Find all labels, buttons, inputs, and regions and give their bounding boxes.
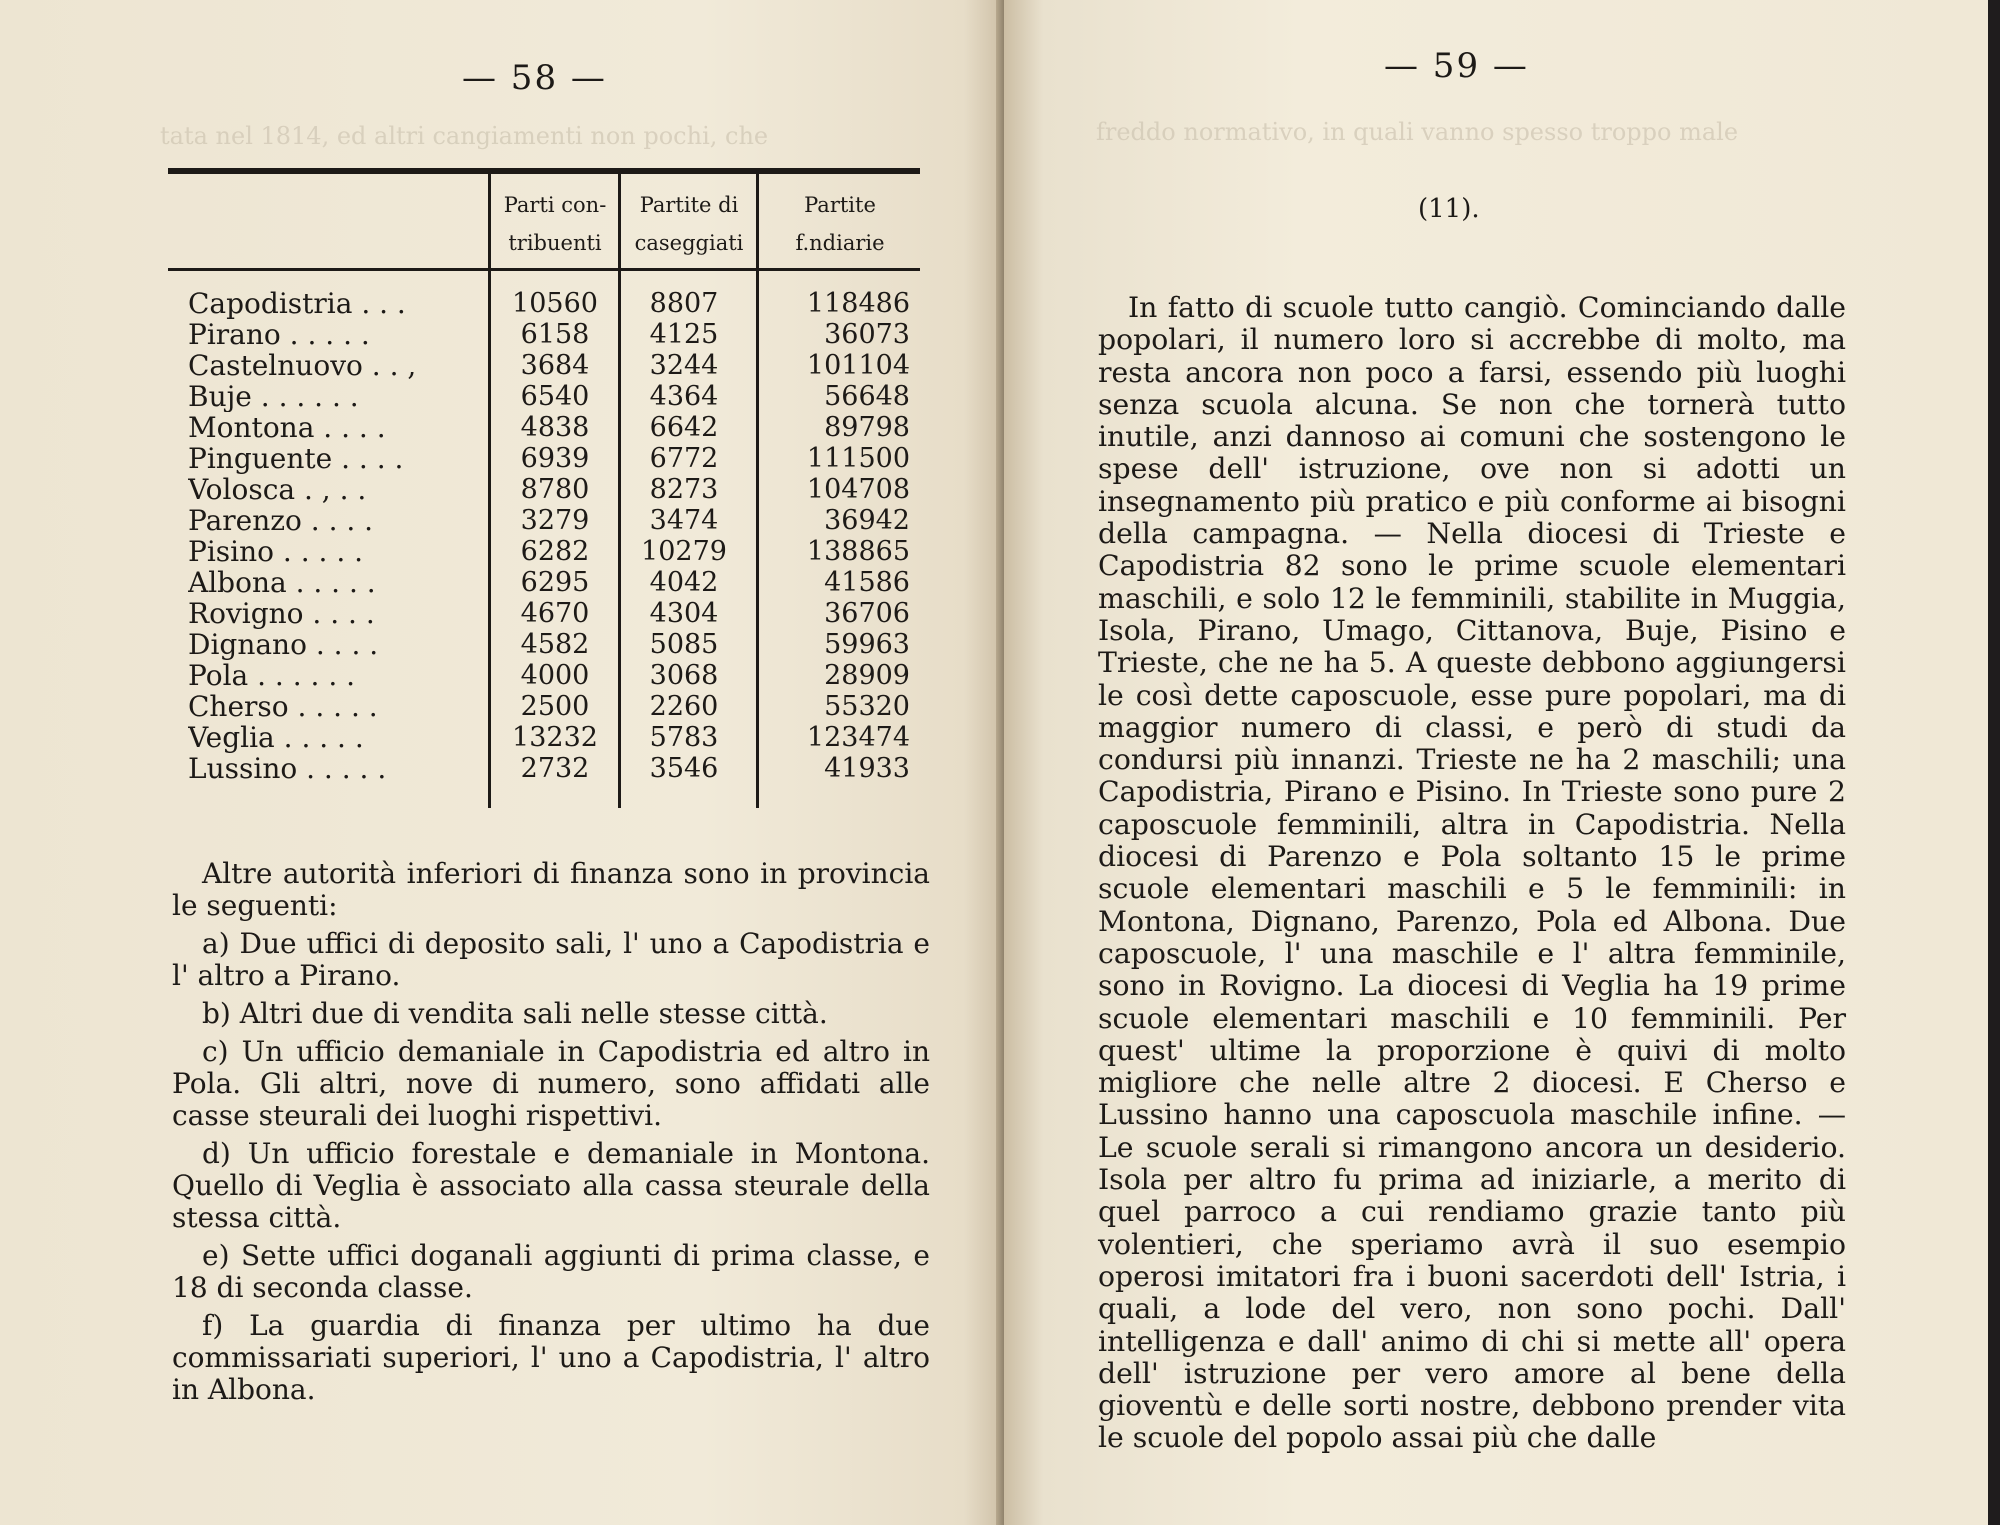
- page-number-left: — 58 —: [462, 58, 607, 98]
- cell-fondiarie: 36942: [824, 505, 910, 536]
- cell-caseggiati: 3546: [649, 753, 719, 784]
- table-header-cell: Parti con- tribuenti: [503, 193, 607, 255]
- cell-contribuenti: 3684: [520, 350, 590, 381]
- cell-contribuenti: 2500: [520, 691, 590, 722]
- cell-caseggiati: 10279: [641, 536, 727, 567]
- cell-caseggiati: 4042: [649, 567, 719, 598]
- paragraph: a) Due uffici di deposito sali, l' uno a Capodistria e l' altro a Pirano.: [172, 927, 930, 992]
- cell-fondiarie: 104708: [806, 474, 910, 505]
- cell-fondiarie: 28909: [824, 660, 910, 691]
- table-header-cell: Partite f.ndiarie: [795, 193, 885, 255]
- cell-caseggiati: 8807: [649, 288, 719, 319]
- paragraph: b) Altri due di vendita sali nelle stesse città.: [202, 997, 828, 1030]
- cell-contribuenti: 6282: [520, 536, 590, 567]
- cell-fondiarie: 55320: [824, 691, 910, 722]
- table-top-rule: [168, 168, 920, 174]
- cell-caseggiati: 5783: [649, 722, 719, 753]
- cell-caseggiati: 3244: [649, 350, 719, 381]
- cell-fondiarie: 101104: [806, 350, 910, 381]
- cell-contribuenti: 4838: [520, 412, 590, 443]
- cell-contribuenti: 2732: [520, 753, 590, 784]
- cell-caseggiati: 5085: [649, 629, 719, 660]
- row-label: Parenzo . . . .: [188, 505, 374, 536]
- row-label: Volosca . , . .: [188, 474, 367, 505]
- cell-contribuenti: 6158: [520, 319, 590, 350]
- cell-fondiarie: 89798: [824, 412, 910, 443]
- paragraph: Altre autorità inferiori di finanza sono in provincia le seguenti:: [172, 857, 930, 922]
- row-label: Montona . . . .: [188, 412, 386, 443]
- row-label: Pirano . . . . .: [188, 319, 370, 350]
- paragraph: f) La guardia di finanza per ultimo ha due commissariati superiori, l' uno a Capodistria, l' altro in Albona.: [172, 1309, 930, 1406]
- row-label: Albona . . . . .: [188, 567, 376, 598]
- cell-contribuenti: 4000: [520, 660, 590, 691]
- cell-fondiarie: 111500: [806, 443, 910, 474]
- row-label: Lussino . . . . .: [188, 753, 387, 784]
- cell-fondiarie: 123474: [806, 722, 910, 753]
- row-label: Pisino . . . . .: [188, 536, 364, 567]
- cell-contribuenti: 6295: [520, 567, 590, 598]
- bleed-through-text: freddo normativo, in quali vanno spesso troppo male: [1096, 118, 1739, 146]
- cell-fondiarie: 41586: [824, 567, 910, 598]
- cell-caseggiati: 2260: [649, 691, 719, 722]
- paragraph: c) Un ufficio demaniale in Capodistria ed altro in Pola. Gli altri, nove di numero, sono affidati alle casse steurali dei luoghi rispettivi.: [172, 1035, 930, 1132]
- cell-fondiarie: 36706: [824, 598, 910, 629]
- cell-fondiarie: 41933: [824, 753, 910, 784]
- column-divider: [756, 174, 759, 808]
- note-reference: (11).: [1418, 194, 1480, 224]
- cell-fondiarie: 118486: [806, 288, 910, 319]
- cell-contribuenti: 3279: [520, 505, 590, 536]
- cell-caseggiati: 3068: [649, 660, 719, 691]
- cell-caseggiati: 4304: [649, 598, 719, 629]
- right-body-text: [1098, 292, 1846, 1455]
- row-label: Pola . . . . . .: [188, 660, 356, 691]
- row-label: Capodistria . . .: [188, 288, 406, 319]
- row-label: Veglia . . . . .: [188, 722, 364, 753]
- cell-contribuenti: 10560: [512, 288, 598, 319]
- row-label: Cherso . . . . .: [188, 691, 378, 722]
- cell-contribuenti: 4670: [520, 598, 590, 629]
- cell-caseggiati: 4125: [649, 319, 719, 350]
- table-header-rule: [168, 268, 920, 271]
- paragraph: e) Sette uffici doganali aggiunti di prima classe, e 18 di seconda classe.: [172, 1239, 930, 1304]
- cell-contribuenti: 4582: [520, 629, 590, 660]
- table-header-cell: Partite di caseggiati: [634, 193, 744, 255]
- cell-fondiarie: 59963: [824, 629, 910, 660]
- cell-caseggiati: 8273: [649, 474, 719, 505]
- cell-contribuenti: 8780: [520, 474, 590, 505]
- row-label: Buje . . . . . .: [188, 381, 359, 412]
- cell-caseggiati: 6642: [649, 412, 719, 443]
- cell-caseggiati: 3474: [649, 505, 719, 536]
- row-label: Pinguente . . . .: [188, 443, 404, 474]
- cell-fondiarie: 138865: [806, 536, 910, 567]
- row-label: Dignano . . . .: [188, 629, 379, 660]
- cell-contribuenti: 13232: [512, 722, 598, 753]
- paragraph: In fatto di scuole tutto cangiò. Cominciando dalle popolari, il numero loro si accrebbe di molto, ma resta ancora non poco a farsi, essendo più luoghi senza scuola alcuna. Se non che tornerà tutto inutile, anzi dannoso ai comuni che sostengono le spese dell' istruzione, ove non si adotti un insegnamento più pratico e più conforme ai bisogni della campagna. — Nella diocesi di Trieste e Capodistria 82 sono le prime scuole elementari maschili, e solo 12 le femminili, stabilite in Muggia, Isola, Pirano, Umago, Cittanova, Buje, Pisino e Trieste, che ne ha 5. A queste debbono aggiungersi le così dette caposcuole, esse pure popolari, ma di maggior numero di classi, e però di studi da condursi più innanzi. Trieste ne ha 2 maschili; una Capodistria, Pirano e Pisino. In Trieste sono pure 2 caposcuole femminili, altra in Capodistria. Nella diocesi di Parenzo e Pola soltanto 15 le prime scuole elementari maschili e 5 le femminili: in Montona, Dignano, Parenzo, Pola ed Albona. Due caposcuole, l' una maschile e l' altra femminile, sono in Rovigno. La diocesi di Veglia ha 19 prime scuole elementari maschili e 10 femminili. Per quest' ultime la proporzione è quivi di molto migliore che nelle altre 2 diocesi. E Cherso e Lussino hanno una caposcuola maschile infine. — Le scuole serali si rimangono ancora un desiderio. Isola per altro fu prima ad iniziarle, a merito di quel parroco a cui rendiamo grazie tanto più volentieri, che speriamo avrà il suo esempio operosi imitatori fra i buoni sacerdoti dell' Istria, i quali, a lode del vero, non sono pochi. Dall' intelligenza e dall' animo di chi si mette all' opera dell' istruzione per vero amore al bene della gioventù e delle sorti nostre, debbono prender vita le scuole del popolo assai più che dalle: [1098, 291, 1846, 1455]
- left-body-text: [172, 858, 930, 1412]
- cell-caseggiati: 4364: [649, 381, 719, 412]
- page-number-right: — 59 —: [1384, 46, 1529, 86]
- right-page: [1004, 0, 1988, 1525]
- cell-caseggiati: 6772: [649, 443, 719, 474]
- page-edge: [1988, 0, 2000, 1525]
- cell-fondiarie: 36073: [824, 319, 910, 350]
- cell-fondiarie: 56648: [824, 381, 910, 412]
- cell-contribuenti: 6939: [520, 443, 590, 474]
- row-label: Rovigno . . . .: [188, 598, 375, 629]
- paragraph: d) Un ufficio forestale e demaniale in Montona. Quello di Veglia è associato alla cassa steurale della stessa città.: [172, 1137, 930, 1234]
- cell-contribuenti: 6540: [520, 381, 590, 412]
- row-label: Castelnuovo . . ,: [188, 350, 417, 381]
- bleed-through-text: tata nel 1814, ed altri cangiamenti non pochi, che: [160, 122, 769, 150]
